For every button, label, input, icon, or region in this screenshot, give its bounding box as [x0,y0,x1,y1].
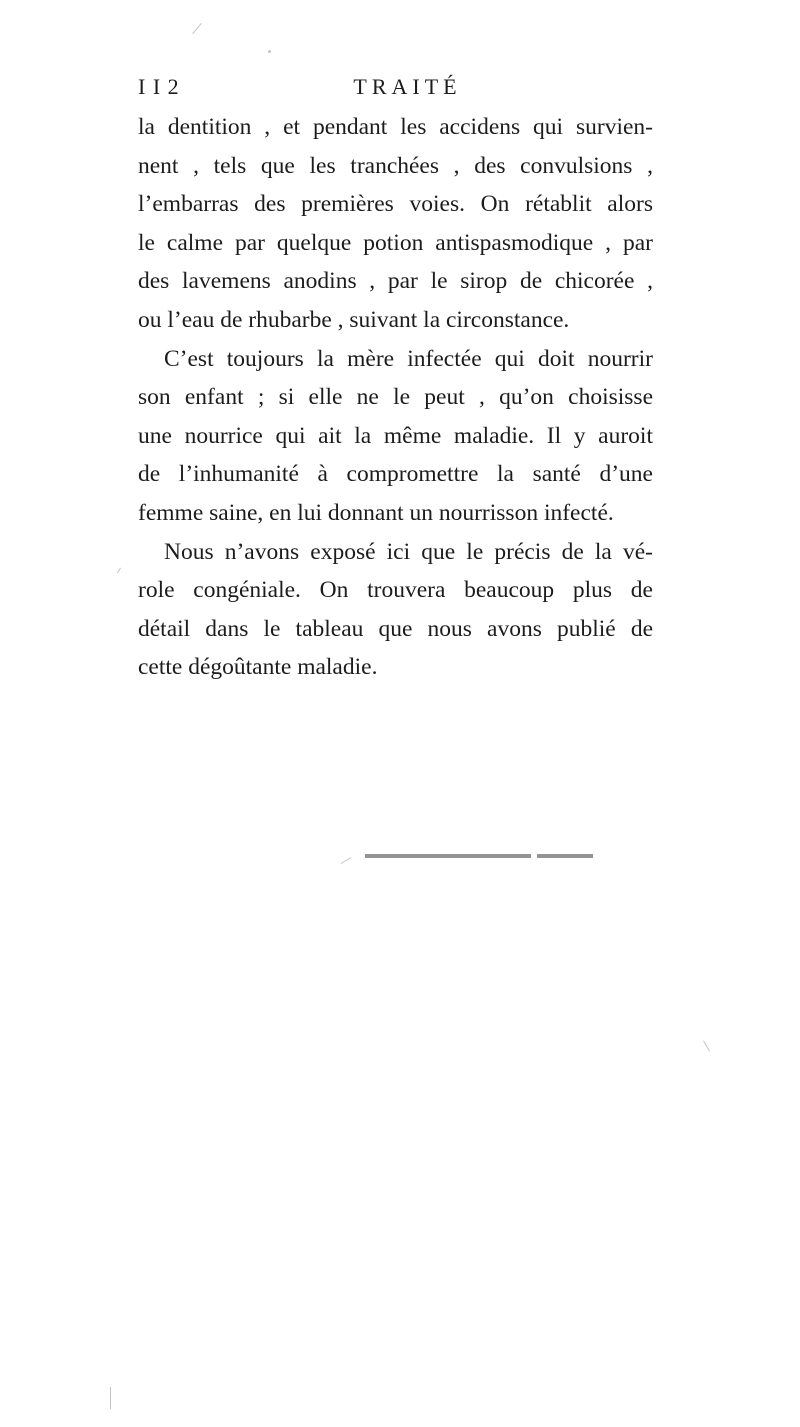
running-title: TRAITÉ [353,74,462,99]
rule-segment [365,854,531,858]
text-line: la dentition , et pendant les accidens qui survien- [138,114,653,140]
page-number: I I 2 [138,74,180,99]
paper-speck [117,568,121,574]
text-line: l’embarras des premières voies. On rétablit alors [138,191,653,218]
text-line: nent , tels que les tranchées , des convulsions , [138,152,653,179]
paragraph-1 [138,108,653,340]
text-line: ou l’eau de rhubarbe , suivant la circonstance. [138,306,570,333]
text-line: son enfant ; si elle ne le peut , qu’on choisisse [138,384,653,411]
paper-speck [703,1041,710,1052]
text-line: C’est toujours la mère infectée qui doit nourrir [164,345,653,372]
paper-speck [110,1387,111,1409]
paragraph-2 [138,340,653,533]
paper-speck [341,857,352,864]
paper-speck [192,23,202,34]
running-head [138,74,653,104]
text-line: femme saine, en lui donnant un nourrisson infecté. [138,499,614,526]
rule-segment [537,854,593,858]
bleed-through-rule [365,854,593,858]
paragraph-3 [138,533,653,687]
text-line: détail dans le tableau que nous avons publié de [138,615,653,642]
text-line: une nourrice qui ait la même maladie. Il y auroit [138,422,653,449]
text-line: Nous n’avons exposé ici que le précis de la vé- [164,538,653,565]
text-line: cette dégoûtante maladie. [138,654,378,681]
body-text [138,108,653,687]
text-line: le calme par quelque potion antispasmodique , par [138,229,653,256]
text-line: des lavemens anodins , par le sirop de chicorée , [138,268,653,295]
text-line: de l’inhumanité à compromettre la santé d’une [138,461,653,488]
text-line: role congéniale. On trouvera beaucoup plus de [138,577,653,604]
paper-speck [268,50,271,53]
